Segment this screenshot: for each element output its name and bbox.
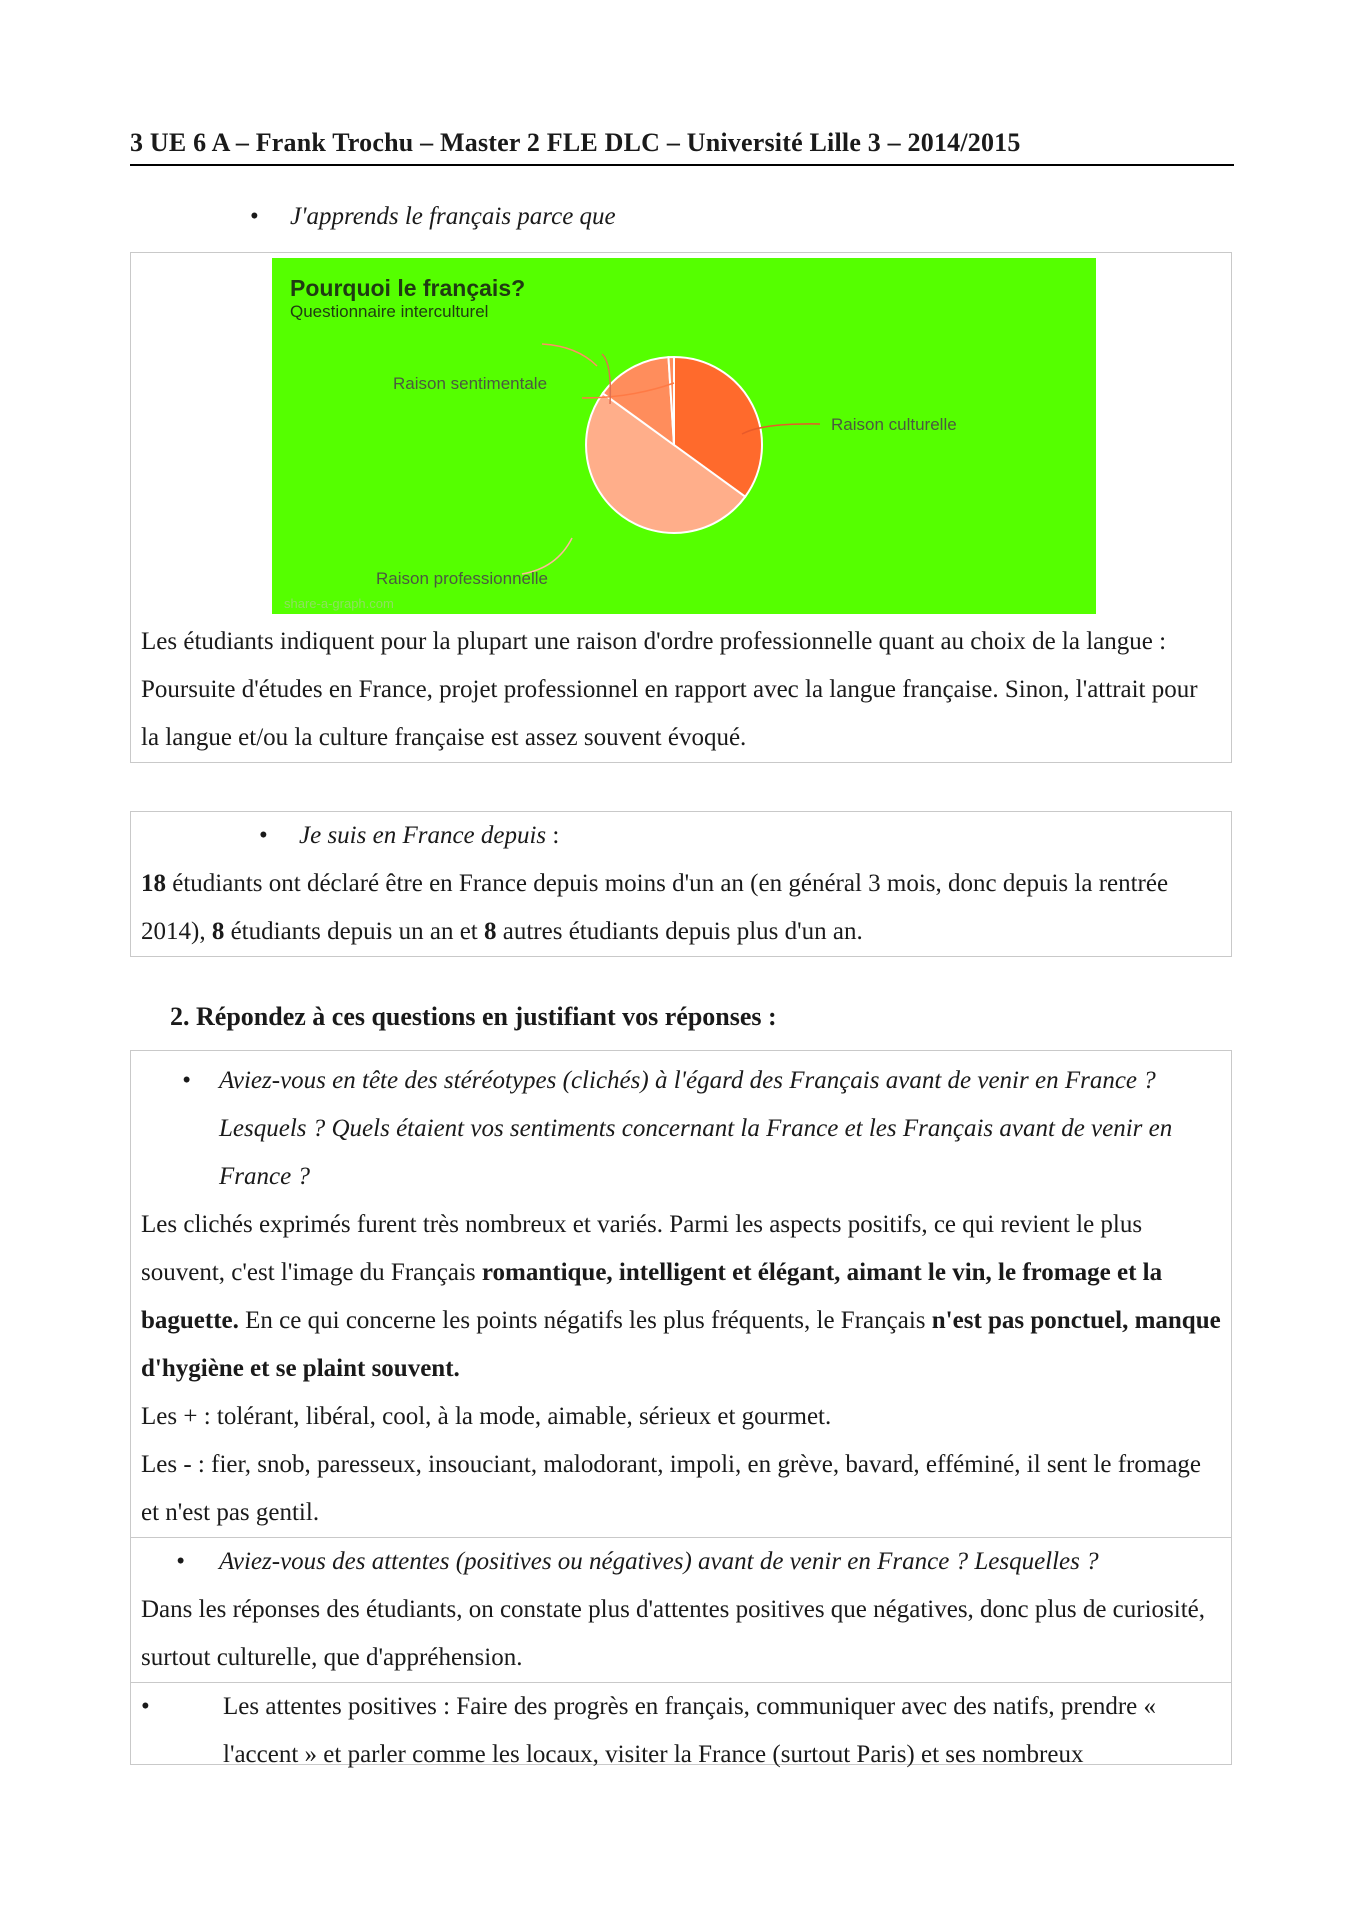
- answer-1: [131, 1201, 1231, 1393]
- bullet: •: [141, 1693, 150, 1720]
- section1-box: [130, 252, 1232, 763]
- section1-title: J'apprends le français parce que: [290, 203, 616, 230]
- section2-box: [130, 811, 1232, 957]
- label-culturelle: Raison culturelle: [831, 415, 957, 434]
- chart-subtitle: Questionnaire interculturel: [290, 302, 489, 321]
- negative-clichés: n'est pas ponctuel, manque d'hygiène et se plaint souvent.: [141, 1307, 1221, 1382]
- question-1: [131, 1051, 1231, 1201]
- section2-heading: [141, 812, 1221, 860]
- section3-box: [130, 1050, 1232, 1768]
- answer-2: Dans les réponses des étudiants, on constate plus d'attentes positives que négatives, donc plus de curiosité, surtout culturelle, que d'appréhension.: [141, 1596, 1206, 1671]
- pie-chart: [272, 258, 1096, 614]
- chart-watermark: share-a-graph.com: [284, 596, 394, 611]
- section2-colon: :: [546, 822, 560, 849]
- text-part: En ce qui concerne les points négatifs les plus fréquents, le Français: [238, 1307, 932, 1334]
- text-part: autres étudiants depuis plus d'un an.: [496, 918, 863, 945]
- section1-paragraph: Les étudiants indiquent pour la plupart une raison d'ordre professionnelle quant au choix de la langue : Poursuite d'études en France, projet professionnel en rapport avec la langue française. Sinon, l'attrait pour la langue et/ou la culture française est assez souvent évoqué.: [141, 628, 1198, 751]
- section2-paragraph: [141, 860, 1221, 956]
- expectations-positive-start: [223, 1683, 1221, 1779]
- text-part: Les clichés exprimés furent très nombreux et variés. Parmi les aspects positifs, ce qui revient le plus souvent, c'est l'image du Français: [141, 1211, 1143, 1286]
- bullet: •: [182, 1067, 191, 1094]
- label-sentimentale: Raison sentimentale: [393, 374, 548, 393]
- text-part: étudiants ont déclaré être en France depuis moins d'un an (en général 3 mois, donc depuis la rentrée 2014),: [141, 870, 1169, 945]
- count-over-one-year: 8: [484, 918, 497, 945]
- question-2: [131, 1538, 1231, 1586]
- page-header: 3 UE 6 A – Frank Trochu – Master 2 FLE DLC – Université Lille 3 – 2014/2015: [130, 128, 1234, 166]
- answer-1-minus: Les - : fier, snob, paresseux, insouciant, malodorant, impoli, en grève, bavard, efféminé, il sent le fromage et n'est pas gentil.: [141, 1451, 1202, 1526]
- pie-chart-svg: [272, 258, 1096, 614]
- positive-clichés: romantique, intelligent et élégant, aimant le vin, le fromage et la baguette.: [141, 1259, 1163, 1334]
- section1-heading: [250, 203, 616, 231]
- question-1-text: Aviez-vous en tête des stéréotypes (clichés) à l'égard des Français avant de venir en France ? Lesquels ? Quels étaient vos sentiments concernant la France et les Français avant de venir en France ?: [219, 1067, 1173, 1190]
- bullet: •: [250, 203, 259, 230]
- bullet: •: [259, 822, 268, 849]
- label-professionnelle: Raison professionnelle: [376, 569, 548, 588]
- count-under-one-year: 18: [141, 870, 166, 897]
- section3-title: 2. Répondez à ces questions en justifiant vos réponses :: [170, 1002, 777, 1031]
- chart-title: Pourquoi le français?: [290, 275, 526, 301]
- question-2-text: Aviez-vous des attentes (positives ou négatives) avant de venir en France ? Lesquelles ?: [219, 1548, 1099, 1575]
- bullet: •: [176, 1548, 185, 1575]
- count-one-year: 8: [211, 918, 225, 945]
- expectations-item: [131, 1683, 1231, 1779]
- text-part: étudiants depuis un an et: [224, 918, 484, 945]
- answer-1-plus: Les + : tolérant, libéral, cool, à la mode, aimable, sérieux et gourmet.: [141, 1403, 832, 1430]
- section2-title: Je suis en France depuis: [299, 822, 547, 849]
- text-part: Les attentes positives : Faire des progrès en français, communiquer avec des natifs, prendre « l'accent » et parler comme les locaux, visiter la France (surtout Paris) et ses nombreux: [223, 1693, 1157, 1768]
